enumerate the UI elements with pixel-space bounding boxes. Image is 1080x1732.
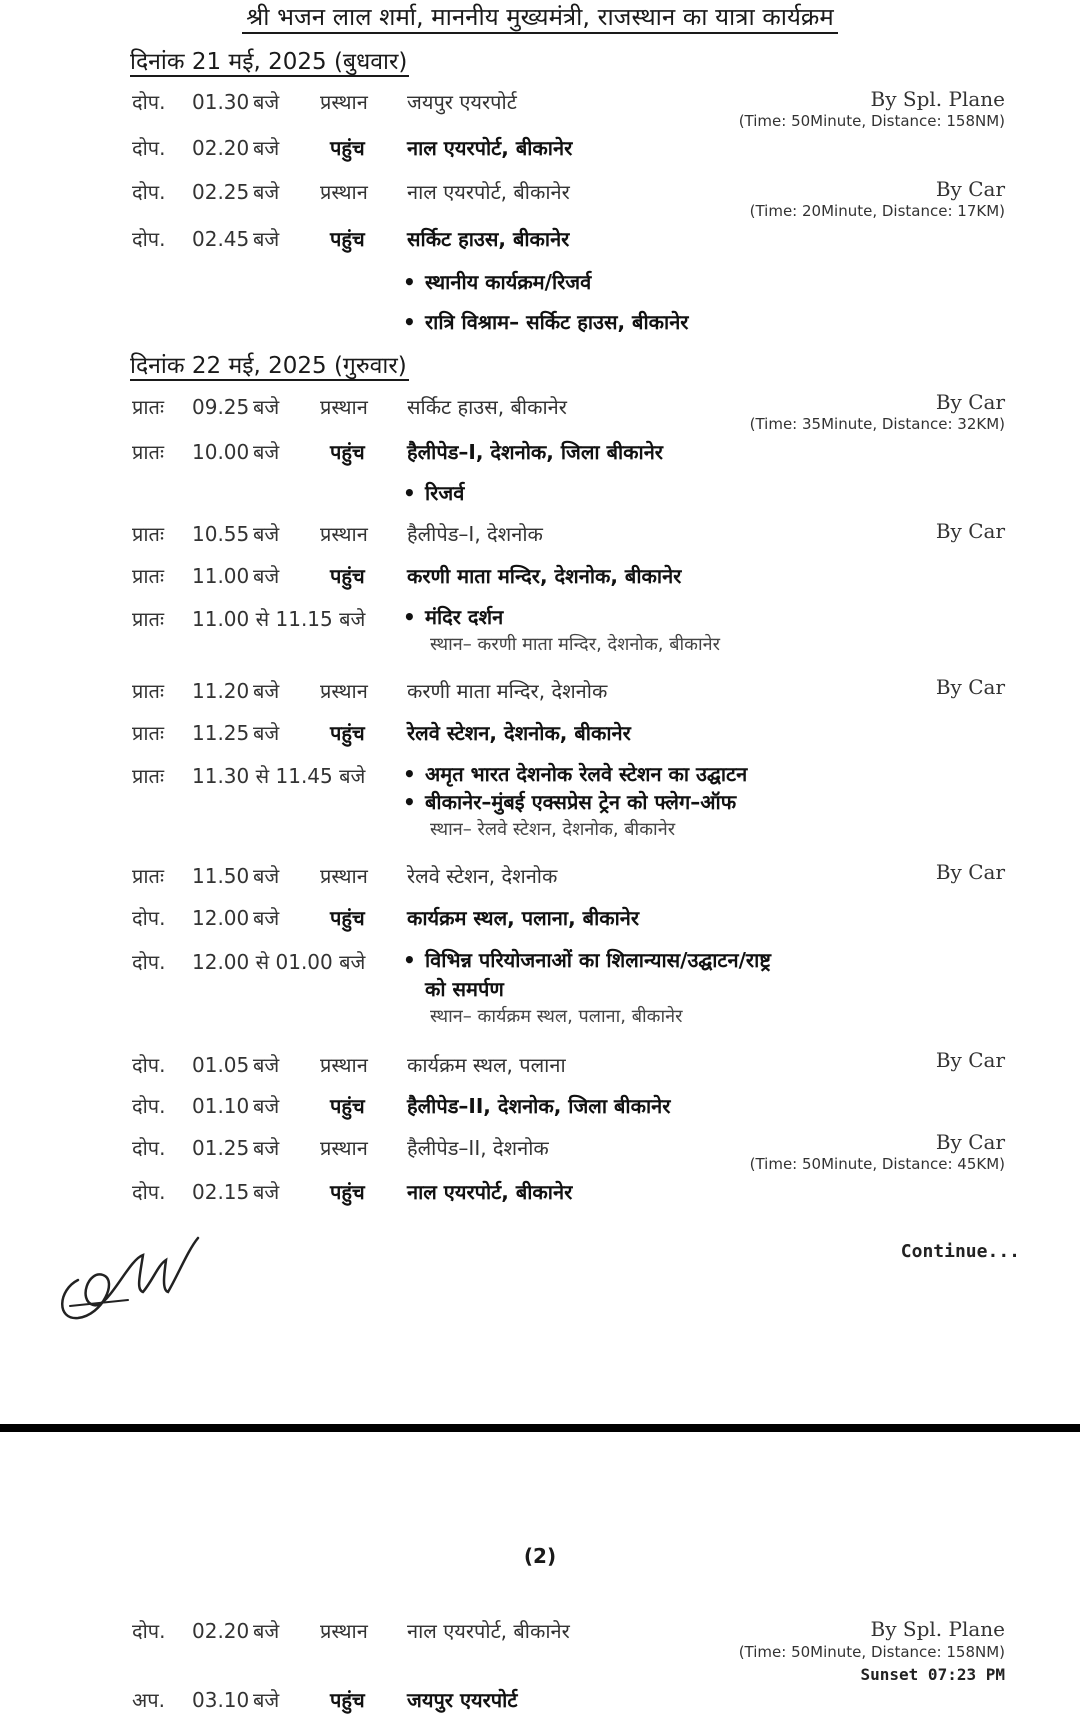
travel-mode: By Car (935, 1130, 1005, 1154)
schedule-row: दोप. 01.10 बजे पहुंच हैलीपेड–II, देशनोक, जिला बीकानेर (132, 1094, 671, 1118)
bullet-item: • विभिन्न परियोजनाओं का शिलान्यास/उद्घाटन/राष्ट्र (403, 948, 771, 972)
bullet-item: • बीकानेर–मुंबई एक्सप्रेस ट्रेन को फ्लेग–ऑफ (403, 790, 737, 814)
travel-mode: By Car (935, 519, 1005, 543)
schedule-row: प्रातः 11.00 बजे पहुंच करणी माता मन्दिर, देशनोक, बीकानेर (132, 564, 682, 588)
bullet-item: • रिजर्व (403, 481, 465, 505)
bullet-item: • स्थानीय कार्यक्रम/रिजर्व (403, 270, 592, 294)
schedule-row: प्रातः 10.55 बजे प्रस्थान हैलीपेड–I, देशनोक (132, 522, 543, 546)
schedule-row: दोप. 01.05 बजे प्रस्थान कार्यक्रम स्थल, पलाना (132, 1053, 566, 1077)
schedule-row: दोप. 02.20 बजे पहुंच नाल एयरपोर्ट, बीकानेर (132, 136, 573, 160)
handwritten-signature (48, 1220, 228, 1334)
schedule-row: प्रातः 09.25 बजे प्रस्थान सर्किट हाउस, बीकानेर (132, 395, 567, 419)
schedule-row: दोप. 02.15 बजे पहुंच नाल एयरपोर्ट, बीकानेर (132, 1180, 573, 1204)
schedule-row: दोप. 02.25 बजे प्रस्थान नाल एयरपोर्ट, बीकानेर (132, 180, 570, 204)
schedule-row: दोप. 01.25 बजे प्रस्थान हैलीपेड–II, देशनोक (132, 1136, 549, 1160)
page-title: श्री भजन लाल शर्मा, माननीय मुख्यमंत्री, राजस्थान का यात्रा कार्यक्रम (0, 2, 1080, 32)
schedule-row: दोप. 12.00 से 01.00 बजे (132, 950, 366, 974)
travel-meta: (Time: 50Minute, Distance: 158NM) (738, 112, 1005, 130)
travel-mode: By Car (935, 390, 1005, 414)
travel-meta: (Time: 35Minute, Distance: 32KM) (749, 415, 1005, 433)
venue-note: स्थान– कार्यक्रम स्थल, पलाना, बीकानेर (430, 1006, 683, 1027)
schedule-row: दोप. 12.00 बजे पहुंच कार्यक्रम स्थल, पलाना, बीकानेर (132, 906, 640, 930)
schedule-row: प्रातः 11.50 बजे प्रस्थान रेलवे स्टेशन, देशनोक (132, 864, 558, 888)
continue-label: Continue... (900, 1241, 1020, 1262)
travel-mode: By Car (935, 675, 1005, 699)
travel-mode: By Spl. Plane (870, 1617, 1005, 1641)
travel-mode: By Car (935, 1048, 1005, 1072)
bullet-item: • रात्रि विश्राम– सर्किट हाउस, बीकानेर (403, 310, 689, 334)
page-separator (0, 1424, 1080, 1432)
schedule-row: प्रातः 11.20 बजे प्रस्थान करणी माता मन्दिर, देशनोक (132, 679, 608, 703)
date-heading-day1: दिनांक 21 मई, 2025 (बुधवार) (130, 49, 408, 75)
travel-meta: (Time: 50Minute, Distance: 158NM) (738, 1643, 1005, 1661)
travel-mode: By Spl. Plane (870, 87, 1005, 111)
schedule-row: प्रातः 11.25 बजे पहुंच रेलवे स्टेशन, देशनोक, बीकानेर (132, 721, 631, 745)
travel-mode: By Car (935, 860, 1005, 884)
schedule-row: प्रातः 11.00 से 11.15 बजे (132, 607, 366, 631)
schedule-row: दोप. 02.45 बजे पहुंच सर्किट हाउस, बीकानेर (132, 227, 570, 251)
schedule-row: प्रातः 11.30 से 11.45 बजे (132, 764, 366, 788)
venue-note: स्थान– रेलवे स्टेशन, देशनोक, बीकानेर (430, 819, 676, 840)
schedule-row: अप. 03.10 बजे पहुंच जयपुर एयरपोर्ट (132, 1688, 518, 1712)
bullet-item: • अमृत भारत देशनोक रेलवे स्टेशन का उद्घाटन (403, 762, 748, 786)
bullet-item: • मंदिर दर्शन (403, 605, 504, 629)
schedule-row: प्रातः 10.00 बजे पहुंच हैलीपेड–I, देशनोक, जिला बीकानेर (132, 440, 663, 464)
schedule-row: दोप. 01.30 बजे प्रस्थान जयपुर एयरपोर्ट (132, 90, 517, 114)
page-number: (2) (523, 1544, 557, 1568)
venue-note: स्थान– करणी माता मन्दिर, देशनोक, बीकानेर (430, 634, 721, 655)
sunset-note: Sunset 07:23 PM (860, 1665, 1005, 1684)
travel-mode: By Car (935, 177, 1005, 201)
date-heading-day2: दिनांक 22 मई, 2025 (गुरुवार) (130, 353, 407, 379)
travel-meta: (Time: 50Minute, Distance: 45KM) (749, 1155, 1005, 1173)
schedule-row: दोप. 02.20 बजे प्रस्थान नाल एयरपोर्ट, बीकानेर (132, 1619, 570, 1643)
travel-meta: (Time: 20Minute, Distance: 17KM) (749, 202, 1005, 220)
bullet-item-continued: को समर्पण (425, 977, 504, 1001)
